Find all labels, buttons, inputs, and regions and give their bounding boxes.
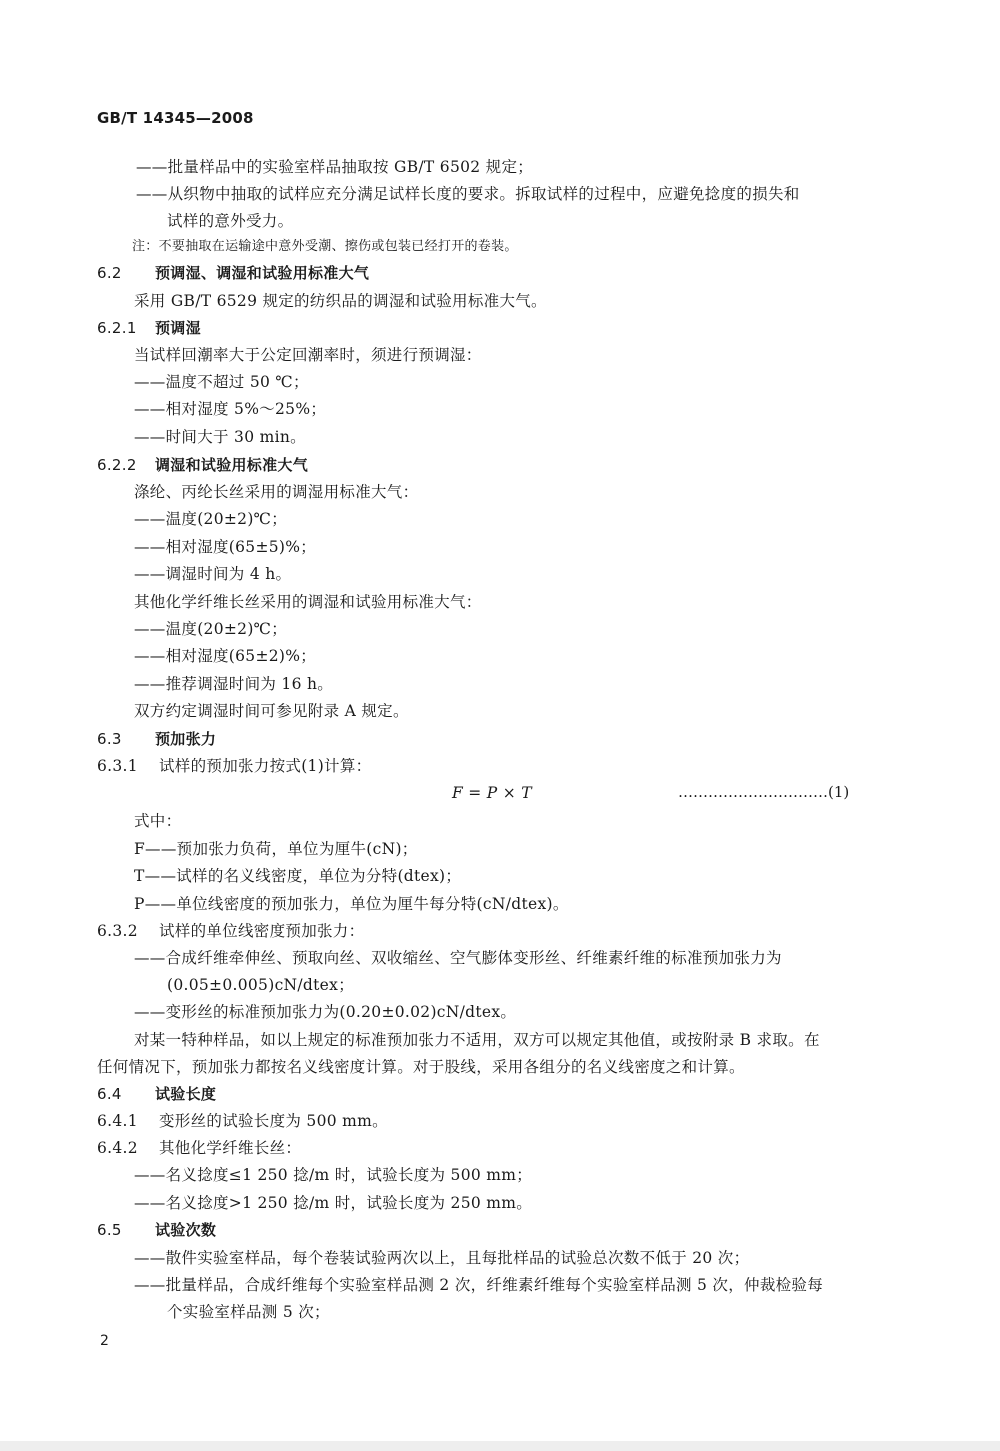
variable-definition: P——单位线密度的预加张力，单位为厘牛每分特(cN/dtex)。: [134, 895, 569, 913]
section-number: 6.2: [97, 264, 122, 282]
section-number: 6.4.1: [97, 1112, 138, 1130]
section-number: 6.3.2: [97, 922, 138, 940]
section-heading-6-5: [97, 1220, 216, 1240]
section-number: 6.2.2: [97, 456, 137, 474]
clause-6-3-2: [97, 921, 364, 941]
list-item: ——相对湿度(65±2)%；: [134, 647, 317, 665]
section-number: 6.4.2: [97, 1139, 138, 1157]
text-line: 对某一特种样品，如以上规定的标准预加张力不适用，双方可以规定其他值，或按附录 B 求取。在: [134, 1031, 820, 1049]
list-item: ——温度不超过 50 ℃；: [134, 373, 309, 391]
page-bottom-edge: [0, 1441, 1000, 1451]
list-item: ——批量样品，合成纤维每个实验室样品测 2 次，纤维素纤维每个实验室样品测 5 次，仲裁检验每: [134, 1276, 824, 1294]
section-title: 预加张力: [155, 730, 217, 748]
standard-code-header: GB/T 14345—2008: [97, 109, 254, 127]
section-title: 试验长度: [155, 1085, 217, 1103]
text-line: 采用 GB/T 6529 规定的纺织品的调湿和试验用标准大气。: [134, 292, 547, 310]
section-title: 预调湿: [155, 319, 201, 337]
variable-definition: T——试样的名义线密度，单位为分特(dtex)；: [134, 867, 462, 885]
variable-definition: F——预加张力负荷，单位为厘牛(cN)；: [134, 840, 418, 858]
list-item: ——时间大于 30 min。: [134, 428, 306, 446]
section-number: 6.3.1: [97, 757, 138, 775]
text-line: 任何情况下，预加张力都按名义线密度计算。对于股线，采用各组分的名义线密度之和计算。: [97, 1058, 745, 1076]
section-heading-6-3: [97, 729, 216, 749]
text-line: 其他化学纤维长丝采用的调湿和试验用标准大气：: [134, 593, 482, 611]
list-item: ——温度(20±2)℃；: [134, 620, 288, 638]
note-line: 注：不要抽取在运输途中意外受潮、擦伤或包装已经打开的卷装。: [132, 239, 518, 254]
formula: F = P × T: [452, 784, 532, 802]
text-line: 试样的意外受力。: [167, 212, 294, 230]
section-heading-6-2-2: [97, 455, 308, 475]
clause-6-3-1: [97, 756, 371, 776]
list-item: ——相对湿度 5%～25%；: [134, 400, 327, 418]
text-line: ——批量样品中的实验室样品抽取按 GB/T 6502 规定；: [136, 158, 534, 176]
list-item: ——推荐调湿时间为 16 h。: [134, 675, 334, 693]
page-number: 2: [100, 1333, 110, 1349]
section-title: 预调湿、调湿和试验用标准大气: [155, 264, 370, 282]
clause-text: 变形丝的试验长度为 500 mm。: [159, 1112, 388, 1130]
section-title: 调湿和试验用标准大气: [155, 456, 309, 474]
text-line: 个实验室样品测 5 次；: [167, 1303, 330, 1321]
section-heading-6-4: [97, 1084, 216, 1104]
list-item: ——名义捻度≤1 250 捻/m 时，试验长度为 500 mm；: [134, 1166, 533, 1184]
section-number: 6.4: [97, 1085, 122, 1103]
text-line: 式中：: [134, 812, 182, 830]
list-item: ——合成纤维牵伸丝、预取向丝、双收缩丝、空气膨体变形丝、纤维素纤维的标准预加张力为: [134, 949, 782, 967]
clause-text: 其他化学纤维长丝：: [159, 1139, 302, 1157]
section-title: 试验次数: [155, 1221, 217, 1239]
text-line: (0.05±0.005)cN/dtex；: [167, 976, 354, 994]
list-item: ——变形丝的标准预加张力为(0.20±0.02)cN/dtex。: [134, 1003, 517, 1021]
text-line: ——从织物中抽取的试样应充分满足试样长度的要求。拆取试样的过程中，应避免捻度的损失和: [136, 185, 800, 203]
clause-text: 试样的预加张力按式(1)计算：: [159, 757, 372, 775]
equation-number: …………………………(1): [678, 783, 850, 801]
section-number: 6.3: [97, 730, 122, 748]
clause-text: 试样的单位线密度预加张力：: [159, 922, 365, 940]
text-line: 双方约定调湿时间可参见附录 A 规定。: [134, 702, 409, 720]
clause-6-4-1: [97, 1111, 388, 1131]
section-number: 6.2.1: [97, 319, 137, 337]
text-line: 当试样回潮率大于公定回潮率时，须进行预调湿：: [134, 346, 482, 364]
list-item: ——温度(20±2)℃；: [134, 510, 288, 528]
section-heading-6-2: [97, 263, 369, 283]
section-number: 6.5: [97, 1221, 122, 1239]
text-line: 涤纶、丙纶长丝采用的调湿用标准大气：: [134, 483, 419, 501]
list-item: ——名义捻度>1 250 捻/m 时，试验长度为 250 mm。: [134, 1194, 533, 1212]
section-heading-6-2-1: [97, 318, 201, 338]
list-item: ——调湿时间为 4 h。: [134, 565, 292, 583]
list-item: ——相对湿度(65±5)%；: [134, 538, 317, 556]
list-item: ——散件实验室样品，每个卷装试验两次以上，且每批样品的试验总次数不低于 20 次；: [134, 1249, 750, 1267]
clause-6-4-2: [97, 1138, 301, 1158]
